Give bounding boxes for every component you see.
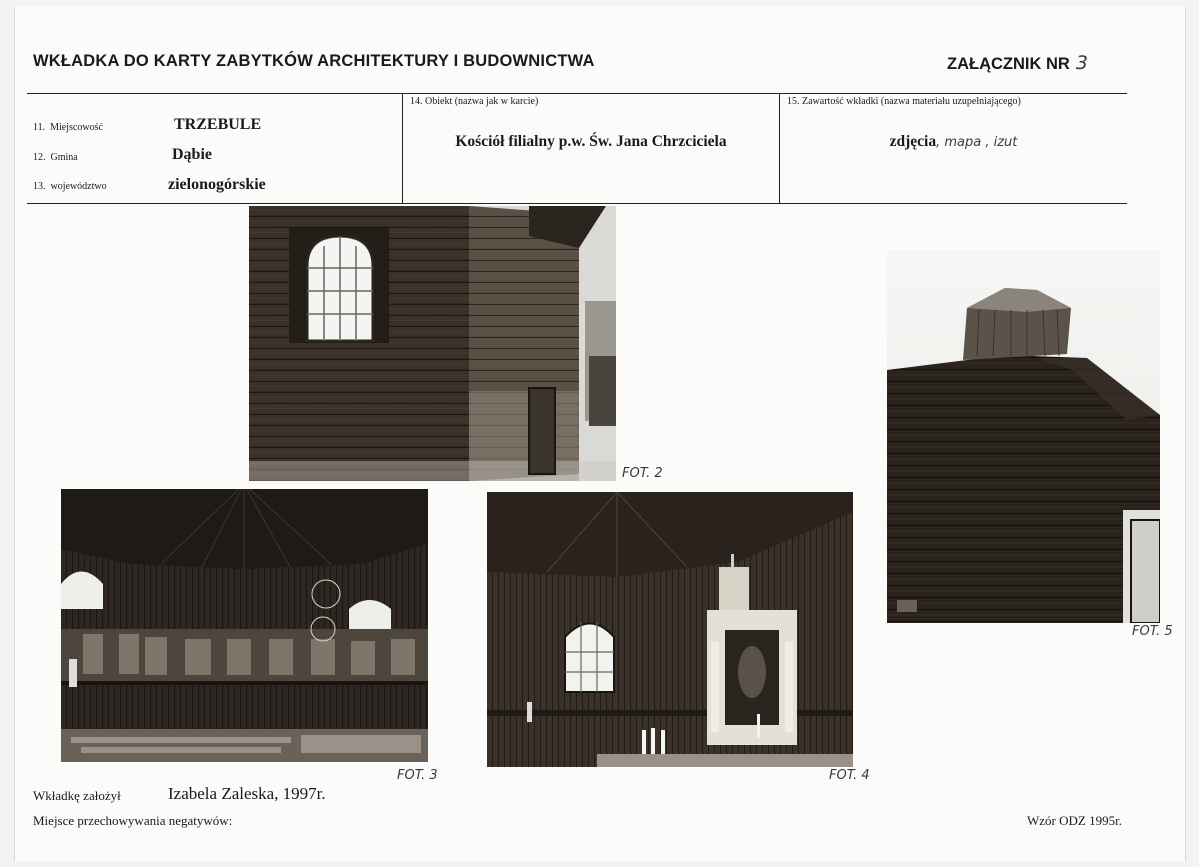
contents-printed: zdjęcia <box>889 133 937 150</box>
photo-caption-4: FOT. 4 <box>829 768 870 783</box>
locality-label: 11. Miejscowość <box>33 122 103 133</box>
commune-label: 12. Gmina <box>33 152 78 163</box>
template-version: Wzór ODZ 1995r. <box>1027 813 1122 828</box>
photo-caption-3: FOT. 3 <box>397 768 438 783</box>
locality-value: TRZEBULE <box>174 116 262 133</box>
form-bottom-rule <box>27 203 1127 204</box>
annex-number: 3 <box>1075 52 1088 74</box>
photo-tower-window <box>249 206 616 481</box>
founder-value: Izabela Zaleska, 1997r. <box>168 784 326 803</box>
founder-label: Wkładkę założył <box>33 788 121 803</box>
object-value: Kościół filialny p.w. Św. Jana Chrzciciela <box>455 133 727 150</box>
voivodeship-value: zielonogórskie <box>168 176 266 193</box>
photo-interior-gallery <box>61 489 428 762</box>
document-title: WKŁADKA DO KARTY ZABYTKÓW ARCHITEKTURY I BUDOWNICTWA <box>33 52 595 70</box>
annex-label <box>947 52 1088 74</box>
object-label: 14. Obiekt (nazwa jak w karcie) <box>410 96 539 107</box>
contents-label: 15. Zawartość wkładki (nazwa materiału uzupełniającego) <box>787 96 1021 107</box>
contents-handwritten: , mapa , izut <box>936 135 1018 150</box>
photo-caption-5: FOT. 5 <box>1132 624 1173 639</box>
photo-caption-2: FOT. 2 <box>622 466 663 481</box>
commune-value: Dąbie <box>172 146 212 163</box>
voivodeship-label: 13. województwo <box>33 181 107 192</box>
contents-value <box>780 133 1127 151</box>
form-top-rule <box>27 93 1127 94</box>
negatives-label: Miejsce przechowywania negatywów: <box>33 813 233 828</box>
photo-interior-altar <box>487 492 853 767</box>
photo-tower-roof <box>887 250 1160 623</box>
annex-label-text: ZAŁĄCZNIK NR <box>947 55 1070 73</box>
